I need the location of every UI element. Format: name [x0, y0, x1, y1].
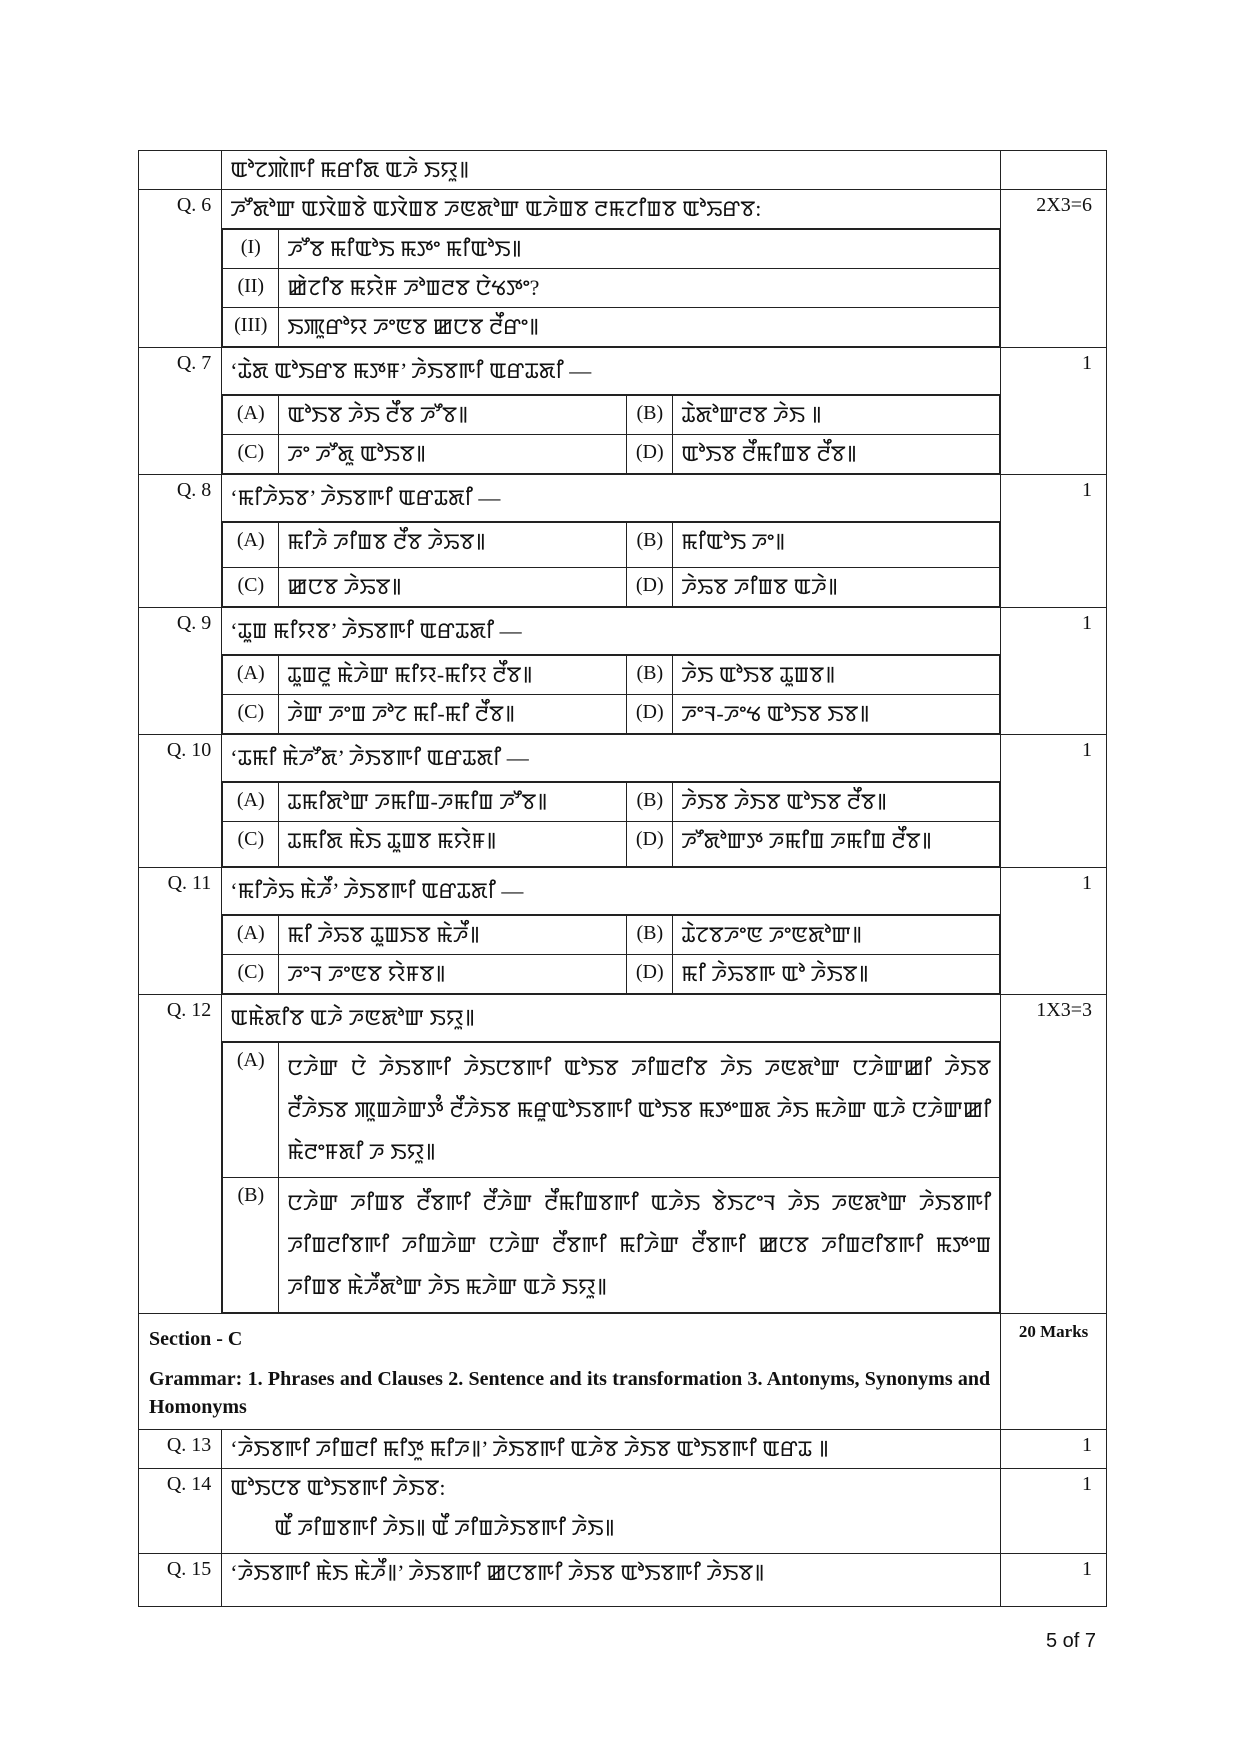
option-label: (C) [223, 435, 279, 474]
marks-cell: 1X3=3 [1001, 995, 1107, 1314]
option-label: (B) [627, 396, 673, 435]
options-grid [222, 782, 1000, 867]
item-label: (III) [223, 308, 279, 347]
option-label: (B) [627, 916, 673, 955]
option-text: ꯊꯥꯗꯣꯛꯂꯕ ꯍꯥꯏ ꯫ [673, 396, 1000, 435]
question-row-12 [139, 995, 1107, 1314]
question-stem: ꯑꯃꯥꯗꯤꯕ ꯑꯍꯥ ꯍꯟꯗꯣꯛ ꯏꯌꯨ꯫ [222, 995, 1000, 1042]
option-label: (D) [627, 695, 673, 734]
marks-cell: 2X3=6 [1001, 190, 1107, 348]
marks-cell: 1 [1001, 348, 1107, 475]
continuation-text: ꯑꯣꯖꯄꯥꯒꯤ ꯃꯔꯤꯗ ꯑꯍꯥ ꯏꯌꯨ꯫ [222, 151, 1001, 190]
option-text: ꯊꯃꯤꯗ ꯃꯥꯏ ꯊꯨꯡꯕ ꯃꯌꯥꯝ꯫ [279, 822, 627, 867]
question-number: Q. 9 [139, 608, 222, 735]
sub-items [222, 229, 1000, 347]
option-text: ꯃꯤ ꯍꯥꯢꯕ ꯊꯨꯡꯏꯕ ꯃꯥꯍꯩ꯫ [279, 916, 627, 955]
question-stem: ‘ꯊꯥꯗ ꯑꯣꯏꯔꯕ ꯃꯇꯝ’ ꯍꯥꯏꯕꯒꯤ ꯑꯔꯊꯗꯤ — [222, 348, 1000, 395]
list-item [223, 1178, 1000, 1313]
section-header-row [139, 1314, 1107, 1430]
options-grid [222, 915, 1000, 994]
question-stem: ‘ꯊꯨꯡ ꯃꯤꯌꯕ’ ꯍꯥꯏꯕꯒꯤ ꯑꯔꯊꯗꯤ — [222, 608, 1000, 655]
option-text: ꯑꯣꯏꯕ ꯂꯩꯃꯤꯡꯕ ꯂꯩꯕ꯫ [673, 435, 1000, 474]
question-table [138, 150, 1107, 1607]
option-label: (A) [223, 523, 279, 568]
option-text: ꯊꯨꯡꯂꯨ ꯃꯥꯍꯥꯛ ꯃꯤꯌ-ꯃꯤꯌ ꯂꯩꯕ꯫ [279, 656, 627, 695]
question-line: ꯑꯩ ꯍꯤꯡꯕꯒꯤ ꯍꯥꯏ꯫ ꯑꯩ ꯍꯤꯡꯍꯥꯏꯕꯒꯤ ꯍꯥꯏ꯫ [274, 1515, 615, 1540]
option-text: ꯃꯤ ꯍꯥꯢꯕꯒ ꯑꯣ ꯍꯥꯏꯕ꯫ [673, 955, 1000, 994]
option-text: ꯃꯤꯑꯣꯏ ꯍꯦ꯫ [673, 523, 1000, 568]
question-stem: ‘ꯊꯃꯤ ꯃꯥꯍꯧꯗ’ ꯍꯥꯏꯕꯒꯤ ꯑꯔꯊꯗꯤ — [222, 735, 1000, 782]
question-stem: ‘ꯃꯤꯍꯥꯢꯕ’ ꯍꯥꯏꯕꯒꯤ ꯑꯔꯊꯗꯤ — [222, 475, 1000, 522]
question-stem: ‘ꯍꯥꯏꯕꯒꯤ ꯍꯤꯡꯂꯤ ꯃꯤꯇꯨ ꯃꯤꯍ꯫’ ꯍꯥꯏꯕꯒꯤ ꯑꯍꯥꯕ ꯍꯥꯏꯕ ꯑꯣꯏꯕꯒꯤ ꯑꯔꯊ ꯫ [222, 1430, 1001, 1469]
item-text: ꯀꯥꯖꯤꯕ ꯃꯌꯥꯝ ꯍꯣꯡꯂꯕ ꯅꯥꯠꯇꯦ? [279, 269, 1000, 308]
item-label: (B) [223, 1178, 279, 1313]
question-row-9 [139, 608, 1107, 735]
option-text: ꯍꯥꯏꯕ ꯍꯥꯏꯕ ꯑꯣꯏꯕ ꯂꯩꯕ꯫ [673, 783, 1000, 822]
option-label: (B) [627, 656, 673, 695]
section-marks: 20 Marks [1001, 1314, 1107, 1430]
marks-cell: 1 [1001, 608, 1107, 735]
question-row-8 [139, 475, 1107, 608]
section-subtitle: Grammar: 1. Phrases and Clauses 2. Sentence and its transformation 3. Antonyms, Synonyms and Homonyms [149, 1368, 991, 1418]
question-stem: ꯑꯣꯏꯅꯕ ꯑꯣꯏꯕꯒꯤ ꯍꯥꯏꯕ: [230, 1475, 446, 1500]
marks-cell: 1 [1001, 1469, 1107, 1554]
list-item [223, 1043, 1000, 1178]
option-label: (D) [627, 955, 673, 994]
option-label: (D) [627, 822, 673, 867]
option-text: ꯍꯧꯗꯣꯛꯇ ꯍꯃꯤꯡ ꯍꯃꯤꯡ ꯂꯩꯕ꯫ [673, 822, 1000, 867]
question-row-11 [139, 868, 1107, 995]
option-label: (D) [627, 568, 673, 607]
question-row-14 [139, 1469, 1107, 1554]
option-label: (C) [223, 822, 279, 867]
question-row-13 [139, 1430, 1107, 1469]
option-label: (C) [223, 955, 279, 994]
list-item [223, 230, 1000, 269]
item-text: ꯅꯍꯥꯛ ꯅꯥ ꯍꯥꯏꯕꯒꯤ ꯍꯥꯏꯅꯕꯒꯤ ꯑꯣꯏꯕ ꯍꯤꯡꯂꯤꯕ ꯍꯥꯏ ꯍꯟꯗꯣꯛ ꯅꯍꯥꯛꯀꯤ ꯍꯥꯏꯕ ꯂꯩꯍꯥꯏꯕ ꯄꯨꯡꯍꯥꯛꯇꯪ ꯂꯩꯍꯥꯏꯕ ꯃꯔꯨꯑꯣꯏꯕꯒꯤ ꯑꯣꯏꯕ ꯃꯇꯦꯡꯗ ꯍꯥꯏ ꯃꯍꯥꯛ ꯑꯍꯥ ꯅꯍꯥꯛꯀꯤ ꯃꯥꯂꯦꯝꯗꯤ ꯍ ꯏꯌꯨ꯫ [279, 1043, 1000, 1178]
option-label: (D) [627, 435, 673, 474]
option-label: (A) [223, 783, 279, 822]
question-number: Q. 10 [139, 735, 222, 868]
question-number: Q. 8 [139, 475, 222, 608]
option-label: (C) [223, 568, 279, 607]
option-text: ꯊꯃꯤꯗꯣꯛ ꯍꯃꯤꯡ-ꯍꯃꯤꯡ ꯍꯧꯕ꯫ [279, 783, 627, 822]
option-label: (C) [223, 695, 279, 734]
question-number: Q. 12 [139, 995, 222, 1314]
page-number: 5 of 7 [1045, 1630, 1096, 1652]
item-text: ꯏꯄꯨꯔꯣꯌ ꯍꯦꯟꯕ ꯀꯅꯕ ꯂꯩꯔꯦ꯫ [279, 308, 1000, 347]
option-text: ꯍꯥꯛ ꯍꯦꯡ ꯍꯣꯖ ꯃꯤ-ꯃꯤ ꯂꯩꯕ꯫ [279, 695, 627, 734]
question-stem: ‘ꯍꯥꯏꯕꯒꯤ ꯃꯥꯏ ꯃꯥꯍꯩ꯫’ ꯍꯥꯏꯕꯒꯤ ꯀꯅꯕꯒꯤ ꯍꯥꯏꯕ ꯑꯣꯏꯕꯒꯤ ꯍꯥꯏꯕ꯫ [222, 1554, 1001, 1607]
question-number: Q. 7 [139, 348, 222, 475]
option-text: ꯊꯥꯖꯕꯍꯦꯟ ꯍꯦꯟꯗꯣꯛ꯫ [673, 916, 1000, 955]
marks-cell: 1 [1001, 1430, 1107, 1469]
marks-cell: 1 [1001, 735, 1107, 868]
table-row [139, 151, 1107, 190]
option-label: (A) [223, 396, 279, 435]
marks-cell: 1 [1001, 475, 1107, 608]
section-title: Section - C [149, 1328, 243, 1350]
question-number: Q. 15 [139, 1554, 222, 1607]
option-label: (A) [223, 656, 279, 695]
option-text: ꯀꯅꯕ ꯍꯥꯢꯕ꯫ [279, 568, 627, 607]
option-text: ꯍꯦꯜ-ꯍꯦꯠ ꯑꯣꯏꯕ ꯏꯕ꯫ [673, 695, 1000, 734]
option-text: ꯑꯣꯏꯕ ꯍꯥꯏ ꯂꯩꯕ ꯍꯧꯕ꯫ [279, 396, 627, 435]
item-text: ꯍꯧꯕ ꯃꯤꯑꯣꯏ ꯃꯇꯦ ꯃꯤꯑꯣꯏ꯫ [279, 230, 1000, 269]
option-text: ꯍꯦꯜ ꯍꯦꯟꯕ ꯌꯥꯝꯕ꯫ [279, 955, 627, 994]
marks-cell: 1 [1001, 868, 1107, 995]
option-text: ꯍꯦ ꯍꯧꯗꯨ ꯑꯣꯏꯕ꯫ [279, 435, 627, 474]
item-label: (II) [223, 269, 279, 308]
options-grid [222, 655, 1000, 734]
sub-items [222, 1042, 1000, 1313]
list-item [223, 308, 1000, 347]
question-number: Q. 6 [139, 190, 222, 348]
question-row-15 [139, 1554, 1107, 1607]
marks-cell: 1 [1001, 1554, 1107, 1607]
option-text: ꯃꯤꯍꯥ ꯍꯤꯡꯕ ꯂꯩꯕ ꯍꯥꯢꯕ꯫ [279, 523, 627, 568]
question-row-6 [139, 190, 1107, 348]
item-text: ꯅꯍꯥꯛ ꯍꯤꯡꯕ ꯂꯩꯕꯒꯤ ꯂꯩꯍꯥꯛ ꯂꯩꯃꯤꯡꯕꯒꯤ ꯑꯍꯥꯏ ꯕꯥꯏꯖꯦꯜ ꯍꯥꯏ ꯍꯟꯗꯣꯛ ꯍꯥꯏꯕꯒꯤ ꯍꯤꯡꯂꯤꯕꯒꯤ ꯍꯤꯡꯍꯥꯛ ꯅꯍꯥꯛ ꯂꯩꯕꯒꯤ ꯃꯤꯍꯥꯛ ꯂꯩꯕꯒꯤ ꯀꯅꯕ ꯍꯤꯡꯂꯤꯕꯒꯤ ꯃꯇꯦꯡ ꯍꯤꯡꯕ ꯃꯥꯍꯩꯗꯣꯛ ꯍꯥꯏ ꯃꯍꯥꯛ ꯑꯍꯥ ꯏꯌꯨ꯫ [279, 1178, 1000, 1313]
question-stem: ‘ꯃꯤꯍꯥꯢ ꯃꯥꯍꯩ’ ꯍꯥꯏꯕꯒꯤ ꯑꯔꯊꯗꯤ — [222, 868, 1000, 915]
option-label: (B) [627, 783, 673, 822]
option-text: ꯍꯥꯏ ꯑꯣꯏꯕ ꯊꯨꯡꯕ꯫ [673, 656, 1000, 695]
list-item [223, 269, 1000, 308]
question-number: Q. 11 [139, 868, 222, 995]
option-label: (B) [627, 523, 673, 568]
question-row-10 [139, 735, 1107, 868]
item-label: (A) [223, 1043, 279, 1178]
question-row-7 [139, 348, 1107, 475]
item-label: (I) [223, 230, 279, 269]
question-number: Q. 14 [139, 1469, 222, 1554]
question-number: Q. 13 [139, 1430, 222, 1469]
option-label: (A) [223, 916, 279, 955]
options-grid [222, 395, 1000, 474]
option-text: ꯍꯥꯢꯕ ꯍꯤꯡꯕ ꯑꯍꯥ꯫ [673, 568, 1000, 607]
question-stem: ꯍꯧꯗꯣꯛ ꯑꯋꯥꯡꯕꯥ ꯑꯋꯥꯡꯕ ꯍꯟꯗꯣꯛ ꯑꯍꯥꯡꯕ ꯂꯃꯖꯤꯡꯕ ꯑꯣꯢꯔꯕ: [222, 190, 1000, 229]
options-grid [222, 522, 1000, 607]
